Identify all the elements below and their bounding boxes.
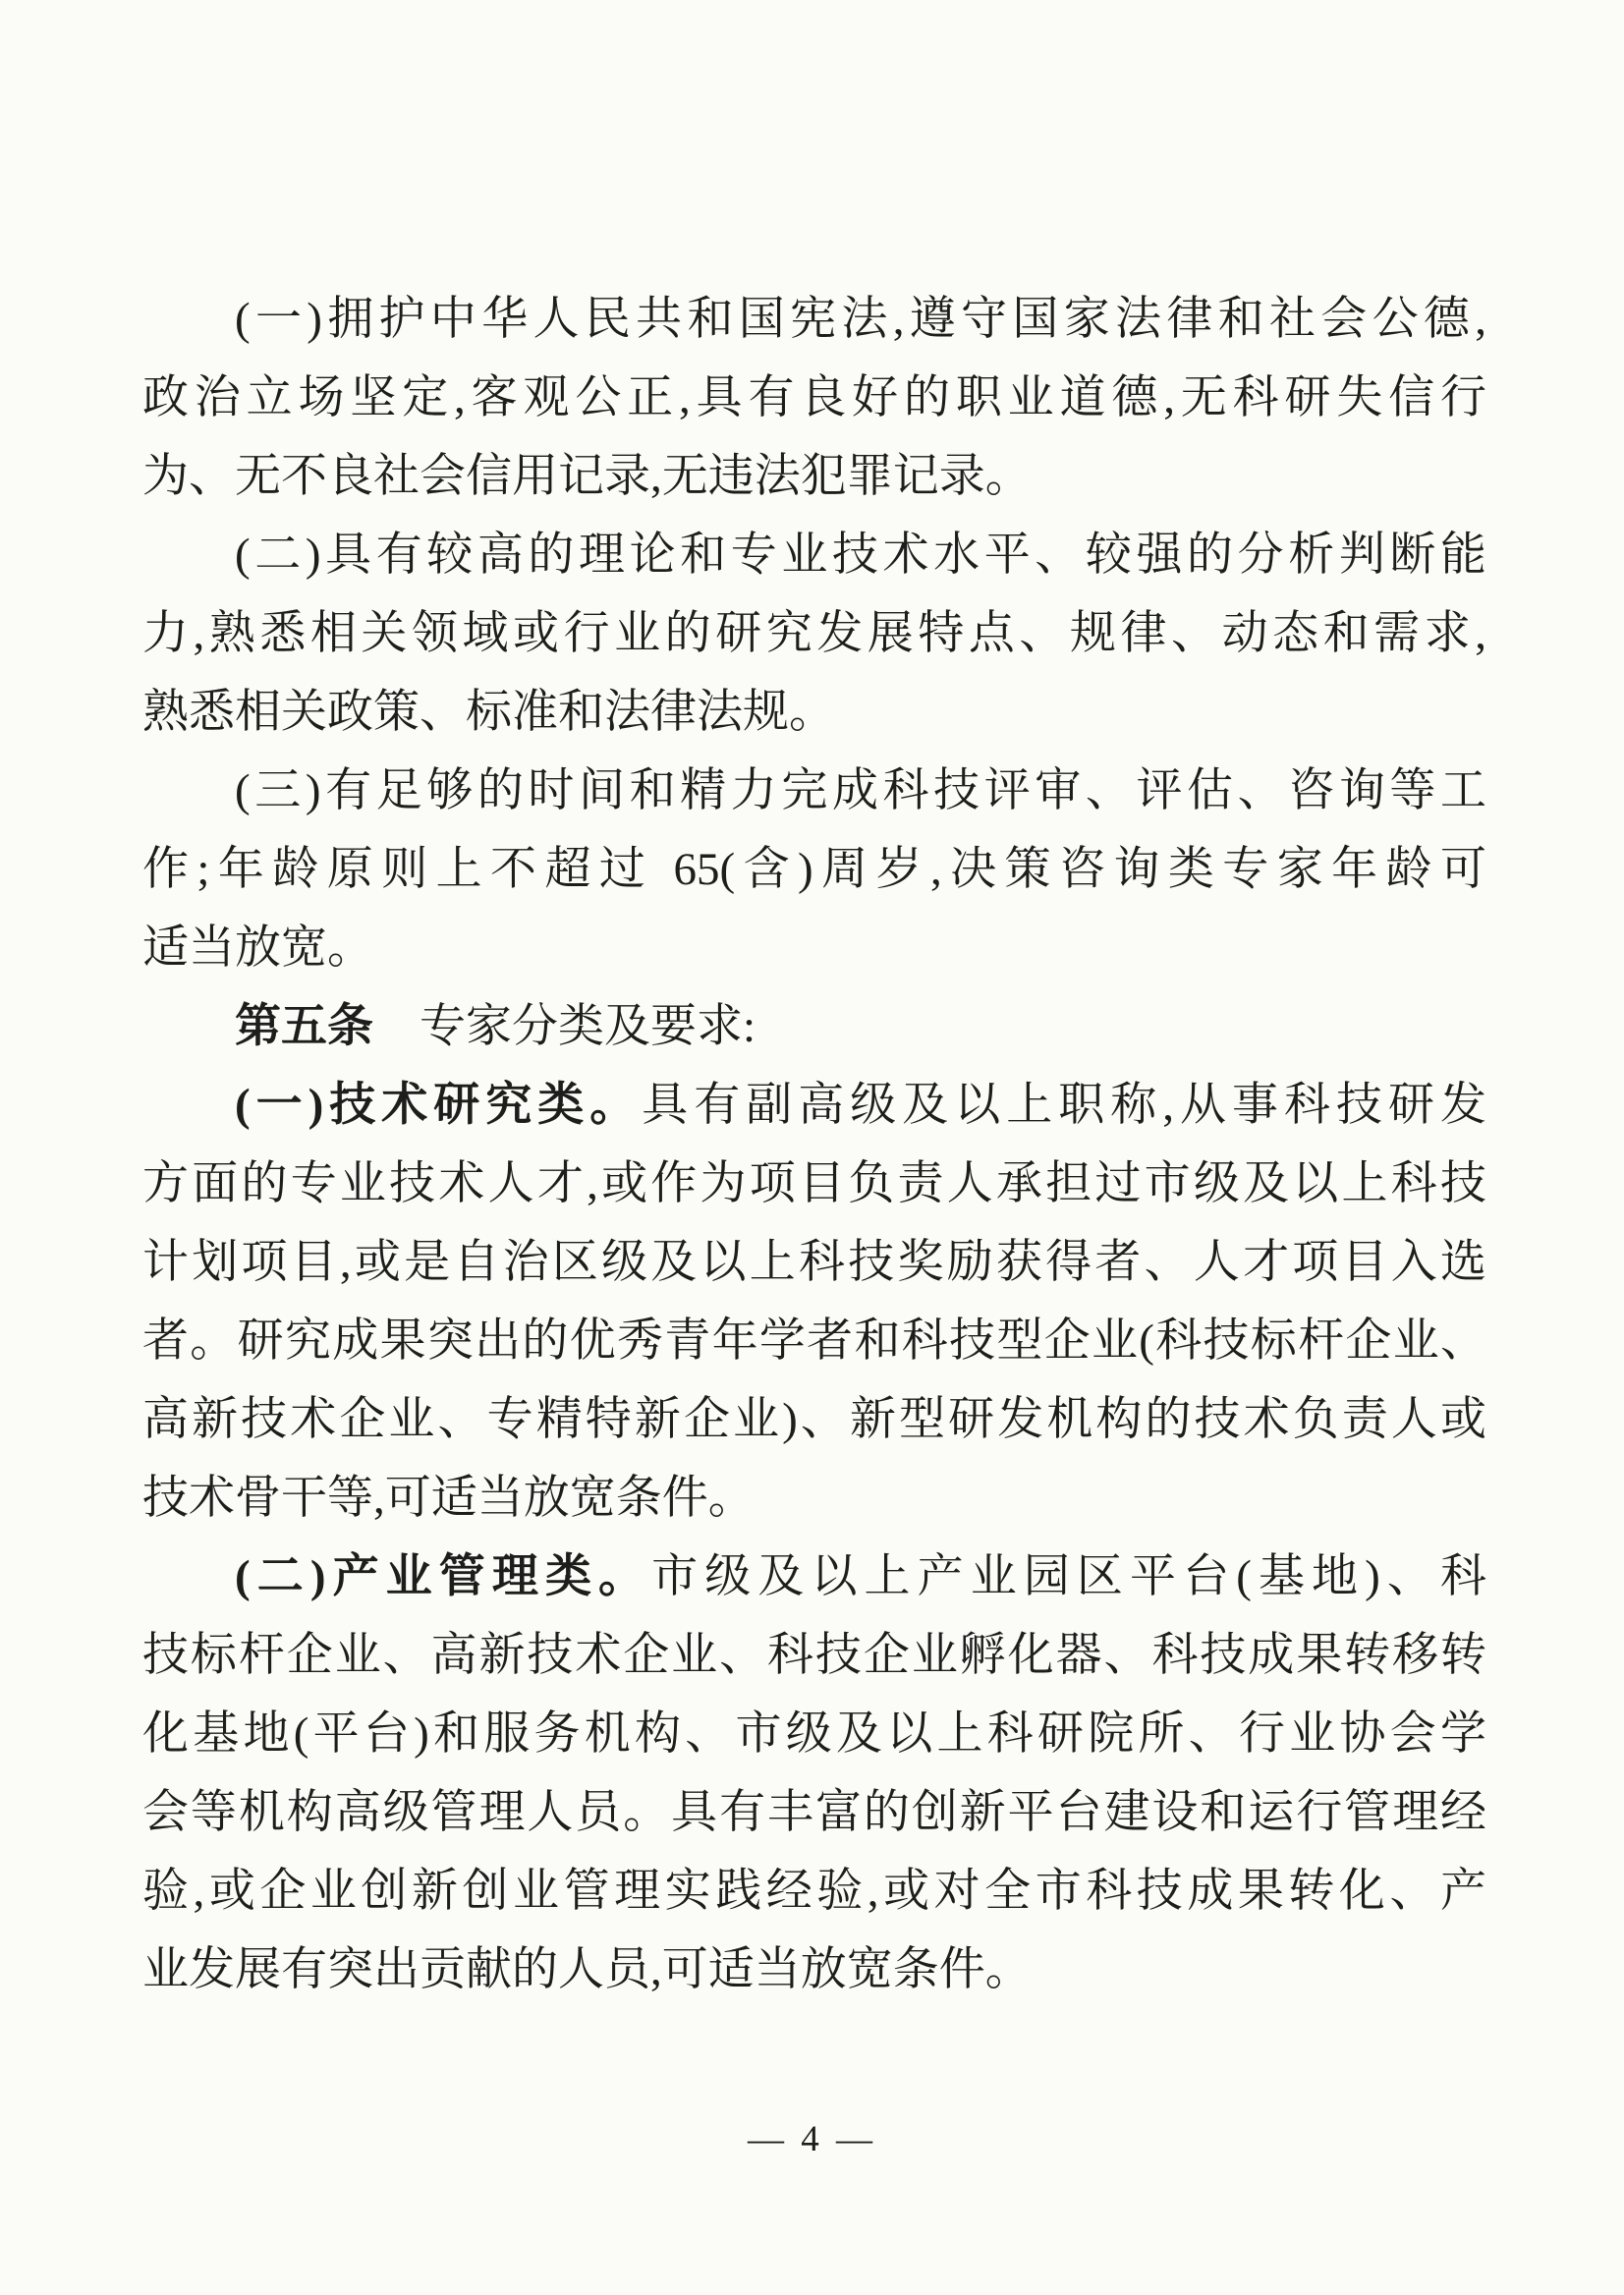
text-run: 会等机构高级管理人员。具有丰富的创新平台建设和运行管理经: [142, 1787, 1486, 1838]
text-line: [142, 1302, 1486, 1380]
text-run: (二)具有较高的理论和专业技术水平、较强的分析判断能: [235, 530, 1486, 581]
text-line: [142, 830, 1486, 909]
text-run: 适当放宽。: [142, 923, 373, 974]
text-line: [142, 437, 1486, 516]
text-line: [142, 594, 1486, 673]
page-number: — 4 —: [748, 2119, 876, 2159]
paragraph: [142, 280, 1486, 516]
text-run: 高新技术企业、专精特新企业)、新型研发机构的技术负责人或: [142, 1394, 1486, 1445]
text-line: [142, 1931, 1486, 2009]
bold-text-run: (二)产业管理类。: [235, 1551, 652, 1602]
text-line: [142, 1223, 1486, 1302]
text-line: [142, 1145, 1486, 1223]
text-run: 方面的专业技术人才,或作为项目负责人承担过市级及以上科技: [142, 1158, 1486, 1209]
text-run: 具有副高级及以上职称,从事科技研发: [642, 1080, 1486, 1131]
document-body: [142, 280, 1486, 2009]
text-line: [142, 1380, 1486, 1459]
text-line: [142, 280, 1486, 359]
paragraph: [142, 752, 1486, 987]
text-run: 政治立场坚定,客观公正,具有良好的职业道德,无科研失信行: [142, 372, 1486, 423]
text-run: 为、无不良社会信用记录,无违法犯罪记录。: [142, 451, 1032, 502]
bold-text-run: 第五条: [235, 1001, 373, 1052]
paragraph: [142, 1066, 1486, 1538]
text-run: 技标杆企业、高新技术企业、科技企业孵化器、科技成果转移转: [142, 1630, 1486, 1681]
text-run: 熟悉相关政策、标准和法律法规。: [142, 687, 835, 738]
text-run: 专家分类及要求:: [373, 1001, 756, 1052]
text-line: [142, 752, 1486, 830]
text-line: [142, 1066, 1486, 1145]
text-line: [142, 987, 1486, 1066]
paragraph: [142, 987, 1486, 1066]
text-run: 技术骨干等,可适当放宽条件。: [142, 1473, 755, 1524]
text-line: [142, 1616, 1486, 1695]
text-run: 力,熟悉相关领域或行业的研究发展特点、规律、动态和需求,: [142, 608, 1486, 659]
text-run: 验,或企业创新创业管理实践经验,或对全市科技成果转化、产: [142, 1866, 1486, 1917]
text-run: 者。研究成果突出的优秀青年学者和科技型企业(科技标杆企业、: [142, 1315, 1486, 1367]
text-run: 作;年龄原则上不超过 65(含)周岁,决策咨询类专家年龄可: [142, 844, 1486, 895]
paragraph: [142, 1538, 1486, 2009]
text-run: 计划项目,或是自治区级及以上科技奖励获得者、人才项目入选: [142, 1237, 1486, 1288]
text-line: [142, 1773, 1486, 1852]
paragraph: [142, 516, 1486, 752]
text-run: 化基地(平台)和服务机构、市级及以上科研院所、行业协会学: [142, 1708, 1486, 1760]
text-line: [142, 909, 1486, 987]
text-run: 市级及以上产业园区平台(基地)、科: [651, 1551, 1486, 1602]
text-run: (三)有足够的时间和精力完成科技评审、评估、咨询等工: [235, 765, 1486, 816]
text-run: (一)拥护中华人民共和国宪法,遵守国家法律和社会公德,: [235, 294, 1486, 345]
text-line: [142, 1852, 1486, 1931]
text-line: [142, 673, 1486, 752]
text-line: [142, 1459, 1486, 1538]
bold-text-run: (一)技术研究类。: [235, 1080, 643, 1131]
text-line: [142, 359, 1486, 437]
text-line: [142, 516, 1486, 594]
text-line: [142, 1538, 1486, 1616]
text-run: 业发展有突出贡献的人员,可适当放宽条件。: [142, 1944, 1032, 1995]
text-line: [142, 1695, 1486, 1773]
